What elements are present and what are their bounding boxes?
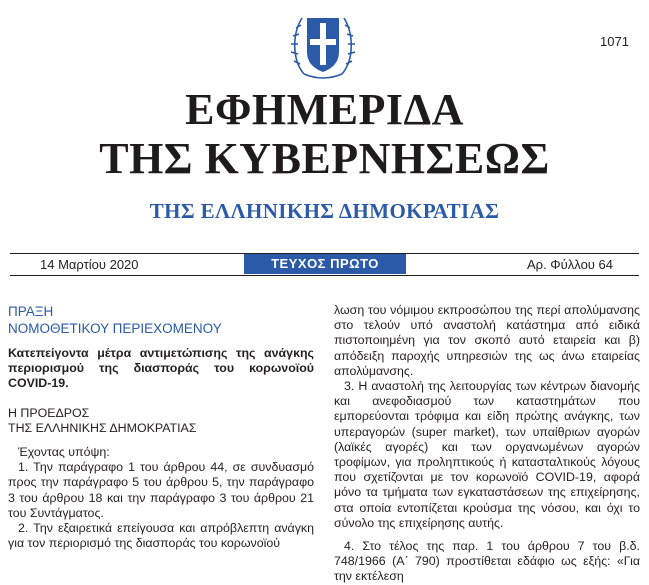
- paragraph-continuation: λωση του νόμιμου εκπροσώπου της περί απολύμανσης στο τελούν υπό αναστολή κατάστημα από ειδικά πιστοποιημένη για τον σκοπό αυτό εταιρεία και β) απόδειξη παροχής υπηρεσιών της ως άνω εταιρείας απολύμανσης.: [334, 303, 640, 378]
- considering-item-1: 1. Την παράγραφο 1 του άρθρου 44, σε συνδυασμό προς την παράγραφο 5 του άρθρου 5, την παράγραφο 3 του άρθρου 18 και την παράγραφο 3 του άρθρου 21 του Συντάγματος.: [8, 460, 314, 520]
- paragraph-4: 4. Στο τέλος της παρ. 1 του άρθρου 7 του β.δ. 748/1966 (Α΄ 790) προστίθεται εδάφιο ως εξής: «Για την εκτέλεση: [334, 539, 640, 584]
- considering-item-2: 2. Την εξαιρετικά επείγουσα και απρόβλεπτη ανάγκη για τον περιορισμό της διασποράς του κορωνοϊού: [8, 521, 314, 551]
- sheet-number: Αρ. Φύλλου 64: [527, 257, 613, 272]
- info-bar-bottom-rule: [10, 275, 639, 276]
- left-column: [8, 303, 314, 551]
- issue-date: 14 Μαρτίου 2020: [40, 257, 139, 272]
- president-line2: ΤΗΣ ΕΛΛΗΝΙΚΗΣ ΔΗΜΟΚΡΑΤΙΑΣ: [8, 420, 197, 435]
- newspaper-subtitle: ΤΗΣ ΕΛΛΗΝΙΚΗΣ ΔΗΜΟΚΡΑΤΙΑΣ: [149, 199, 500, 223]
- right-column: [334, 303, 640, 585]
- act-type-heading-line2: ΝΟΜΟΘΕΤΙΚΟΥ ΠΕΡΙΕΧΟΜΕΝΟΥ: [8, 321, 222, 336]
- newspaper-title-line2: ΤΗΣ ΚΥΒΕΡΝΗΣΕΩΣ: [99, 134, 550, 183]
- issue-series-badge: ΤΕΥΧΟΣ ΠΡΩΤΟ: [244, 254, 406, 274]
- act-type-heading-line1: ΠΡΑΞΗ: [8, 304, 54, 319]
- greek-coat-of-arms-icon: [290, 4, 356, 84]
- newspaper-title-line1: ΕΦΗΜΕΡΙΔΑ: [185, 85, 464, 134]
- paragraph-3: 3. Η αναστολή της λειτουργίας των κέντρων διανομής και ανεφοδιασμού των καταστημάτων που εμπορεύονται τρόφιμα και είδη πρώτης ανάγκης, των υπεραγορών (super market), των υπαίθριων αγορών (λαϊκές αγορές) και των οργανωμένων αγορών τροφίμων, για προληπτικούς ή κατασταλτικούς λόγους που σχετίζονται με τον κορωνοϊό COVID-19, αφορά μόνο τα τμήματα των εγκαταστάσεων της επιχείρησης, στα οποία εντοπίζεται κρούσμα της νόσου, και όχι το σύνολο της επιχείρησης αυτής.: [334, 379, 640, 530]
- president-line1: Η ΠΡΟΕΔΡΟΣ: [8, 405, 90, 420]
- act-title: Κατεπείγοντα μέτρα αντιμετώπισης της ανάγκης περιορισμού της διασποράς του κορωνοϊού COVID-19.: [8, 346, 314, 391]
- considering-label: Έχοντας υπόψη:: [18, 445, 110, 460]
- page-number: 1071: [600, 34, 629, 49]
